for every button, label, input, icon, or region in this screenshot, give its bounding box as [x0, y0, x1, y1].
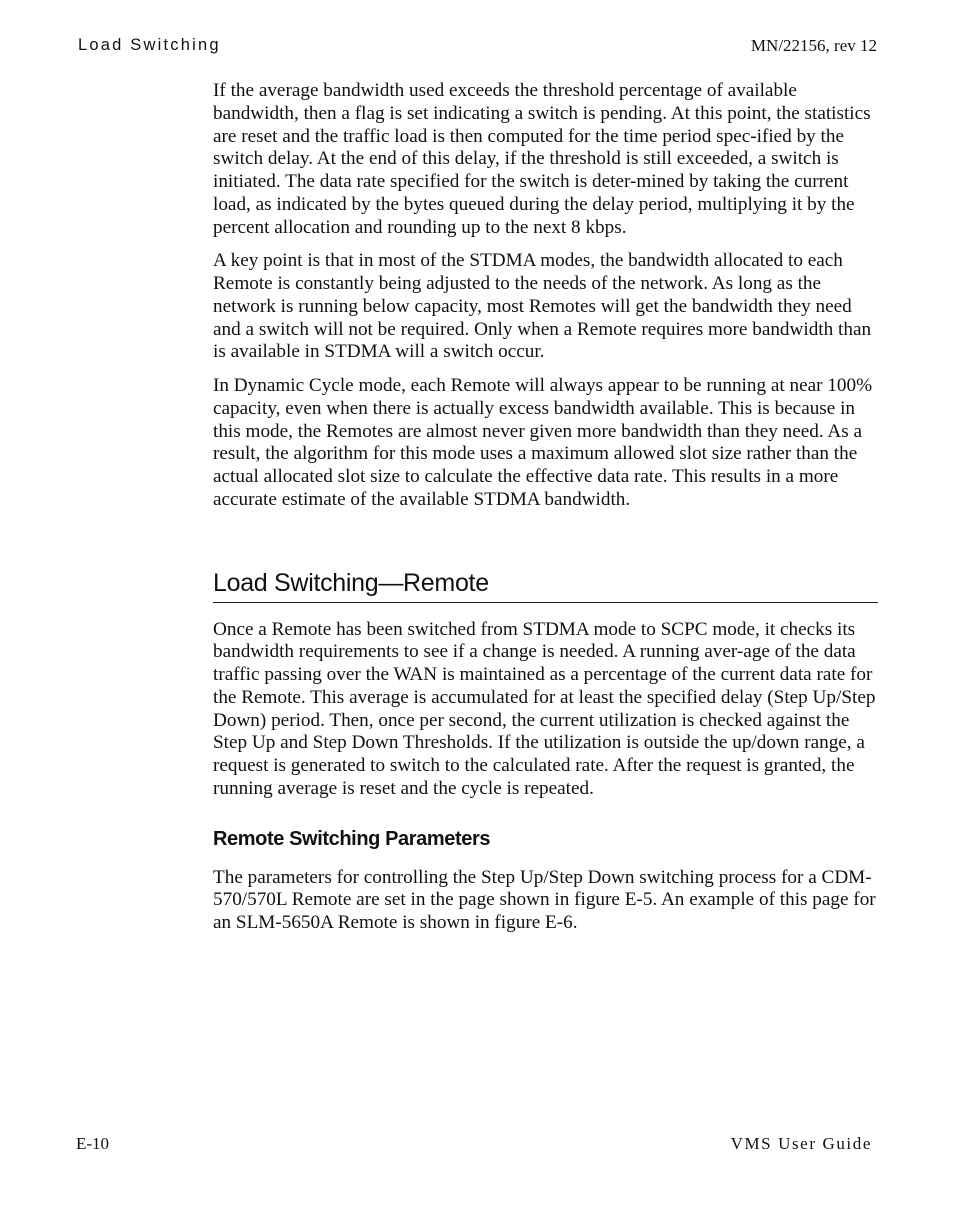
- subsection-paragraph: The parameters for controlling the Step Up/Step Down switching process for a CDM-570/570L Remote are set in the page shown in figure E-5. An example of this page for an SLM-5650A Remote is shown in figure E-6.: [213, 866, 876, 933]
- running-header-section: Load Switching: [78, 36, 221, 54]
- body-paragraph: If the average bandwidth used exceeds the threshold percentage of available bandwidth, then a flag is set indicating a switch is pending. At this point, the statistics are reset and the traffic load is then computed for the time period spec-ified by the switch delay. At the end of this delay, if the threshold is still exceeded, a switch is initiated. The data rate specified for the switch is deter-mined by taking the current load, as indicated by the bytes queued during the delay period, multiplying it by the percent allocation and rounding up to the next 8 kbps.: [213, 80, 871, 238]
- body-paragraph: In Dynamic Cycle mode, each Remote will always appear to be running at near 100% capacity, even when there is actually excess bandwidth available. This is because in this mode, the Remotes are almost never given more bandwidth than they need. As a result, the algorithm for this mode uses a maximum allowed slot size rather than the actual allocated slot size to calculate the effective data rate. This results in a more accurate estimate of the available STDMA bandwidth.: [213, 375, 873, 510]
- section-paragraph: Once a Remote has been switched from STDMA mode to SCPC mode, it checks its bandwidth requirements to see if a change is needed. A running aver-age of the data traffic passing over the WAN is maintained as a percentage of the current data rate for the Remote. This average is accumulated for at least the specified delay (Step Up/Step Down) period. Then, once per second, the current utilization is checked against the Step Up and Step Down Thresholds. If the utilization is outside the up/down range, a request is generated to switch to the calculated rate. After the request is granted, the running average is reset and the cycle is repeated.: [213, 618, 876, 799]
- body-paragraph: A key point is that in most of the STDMA modes, the bandwidth allocated to each Remote is constantly being adjusted to the needs of the network. As long as the network is running below capacity, most Remotes will get the bandwidth they need and a switch will not be required. Only when a Remote requires more bandwidth than is available in STDMA will a switch occur.: [213, 250, 872, 363]
- footer-doc-title: VMS User Guide: [730, 1134, 872, 1153]
- section-heading: Load Switching—Remote: [213, 568, 878, 603]
- running-header-doc-number: MN/22156, rev 12: [750, 36, 877, 55]
- page-number: E-10: [76, 1134, 110, 1153]
- subsection-heading: Remote Switching Parameters: [213, 827, 491, 850]
- page-body: [213, 80, 878, 935]
